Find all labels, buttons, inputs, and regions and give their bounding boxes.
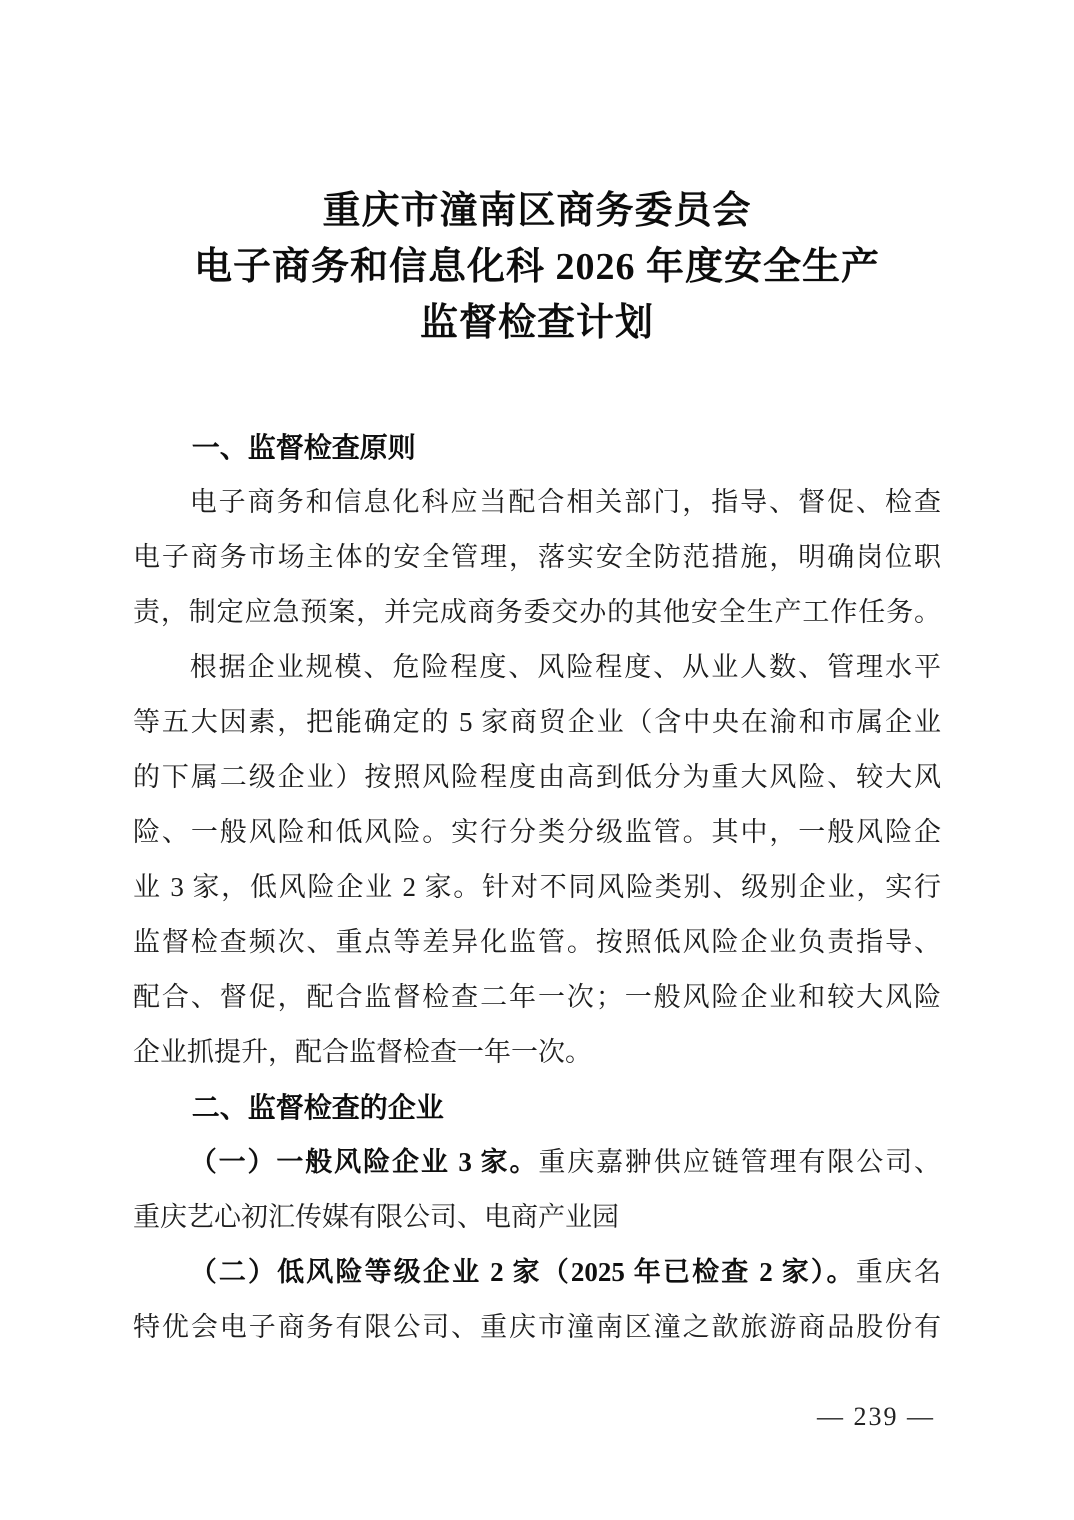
title-line-2: 电子商务和信息化科 2026 年度安全生产 <box>193 246 880 288</box>
paragraph-line: 险、一般风险和低风险。实行分类分级监管。其中，一般风险企 <box>133 817 941 847</box>
document-content <box>133 183 941 1355</box>
paragraph-line: 等五大因素，把能确定的 5 家商贸企业（含中央在渝和市属企业 <box>133 707 941 737</box>
paragraph-line: 监督检查频次、重点等差异化监管。按照低风险企业负责指导、 <box>133 927 941 957</box>
paragraph-line: 的下属二级企业）按照风险程度由高到低分为重大风险、较大风 <box>133 762 941 792</box>
list-item-1-line-1 <box>133 1135 941 1190</box>
paragraph-line: 电子商务市场主体的安全管理，落实安全防范措施，明确岗位职 <box>133 542 941 572</box>
paragraph-line: 配合、督促，配合监督检查二年一次；一般风险企业和较大风险 <box>133 982 941 1012</box>
list-item-2-text: 重庆名 <box>855 1257 941 1287</box>
list-item-2-lead: （二）低风险等级企业 2 家（2025 年已检查 2 家）。 <box>189 1257 856 1287</box>
list-item-1-line-2: 重庆艺心初汇传媒有限公司、电商产业园 <box>133 1202 619 1232</box>
list-item-2-line-1 <box>133 1245 941 1300</box>
document-title <box>133 183 941 351</box>
page-number: — 239 — <box>817 1402 935 1431</box>
section-1-heading: 一、监督检查原则 <box>191 432 416 463</box>
paragraph-line: 责，制定应急预案，并完成商务委交办的其他安全生产工作任务。 <box>133 597 941 627</box>
title-line-3: 监督检查计划 <box>419 302 654 344</box>
title-line-1: 重庆市潼南区商务委员会 <box>322 190 752 232</box>
document-body <box>133 420 941 1355</box>
paragraph-line: 企业抓提升，配合监督检查一年一次。 <box>133 1037 592 1067</box>
list-item-1-text: 重庆嘉翀供应链管理有限公司、 <box>538 1147 941 1177</box>
paragraph-line: 业 3 家，低风险企业 2 家。针对不同风险类别、级别企业，实行 <box>133 872 941 902</box>
paragraph-line: 电子商务和信息化科应当配合相关部门，指导、督促、检查 <box>189 487 941 517</box>
list-item-2-line-2: 特优会电子商务有限公司、重庆市潼南区潼之歆旅游商品股份有 <box>133 1312 941 1342</box>
section-2-heading: 二、监督检查的企业 <box>191 1092 444 1123</box>
list-item-1-lead: （一）一般风险企业 3 家。 <box>189 1147 539 1177</box>
paragraph-line: 根据企业规模、危险程度、风险程度、从业人数、管理水平 <box>189 652 941 682</box>
